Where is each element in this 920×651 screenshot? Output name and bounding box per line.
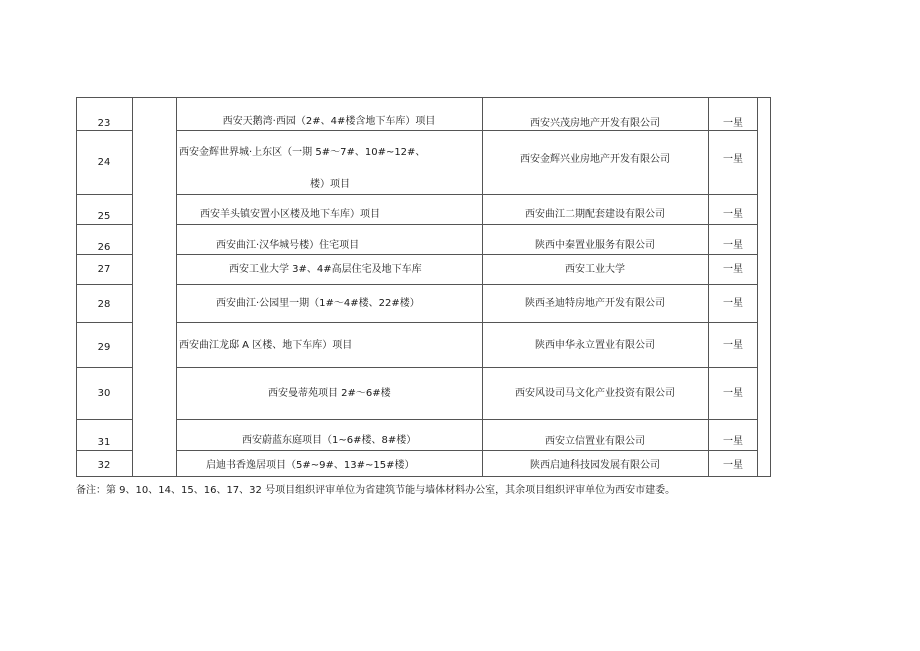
- table-row-line: [176, 367, 758, 368]
- table-row-line: [76, 130, 132, 131]
- footnote: 备注：第 9、10、14、15、16、17、32 号项目组织评审单位为省建筑节能与墙体材料办公室，其余项目组织评审单位为西安市建委。: [76, 485, 676, 496]
- rating-value: 一星: [723, 298, 743, 309]
- project-name-line2: 楼）项目: [310, 179, 350, 190]
- table-row-line: [176, 450, 758, 451]
- row-number: 26: [97, 242, 111, 253]
- row-number: 31: [97, 437, 111, 448]
- rating-value: 一星: [723, 154, 743, 165]
- table-border-right: [770, 97, 771, 477]
- row-number: 23: [97, 118, 111, 129]
- project-name: 西安曲江·汉华城号楼）住宅项目: [216, 240, 360, 251]
- table-row-line: [176, 322, 758, 323]
- row-number: 27: [97, 264, 111, 275]
- table-row-line: [76, 450, 132, 451]
- project-name: 西安曲江龙邸 A 区楼、地下车库）项目: [179, 340, 353, 351]
- project-name: 西安工业大学 3#、4#高层住宅及地下车库: [229, 264, 422, 275]
- rating-value: 一星: [723, 340, 743, 351]
- company-name: 陕西中秦置业服务有限公司: [535, 240, 655, 251]
- row-number: 30: [97, 388, 111, 399]
- table-row-line: [76, 224, 132, 225]
- project-name-line1: 西安金辉世界城·上东区（一期 5#～7#、10#~12#、: [179, 147, 426, 158]
- table-row-line: [76, 419, 132, 420]
- project-name: 西安蔚蓝东庭项目（1~6#楼、8#楼）: [242, 435, 417, 446]
- table-row-line: [176, 130, 758, 131]
- table-col-divider: [757, 97, 758, 477]
- rating-value: 一星: [723, 388, 743, 399]
- table-row-line: [76, 322, 132, 323]
- project-name: 启迪书香逸居项目（5#~9#、13#~15#楼）: [206, 460, 415, 471]
- table-row-line: [176, 194, 758, 195]
- company-name: 西安兴茂房地产开发有限公司: [530, 118, 660, 129]
- company-name: 陕西圣迪特房地产开发有限公司: [525, 298, 665, 309]
- rating-value: 一星: [723, 264, 743, 275]
- table-row-line: [176, 224, 758, 225]
- project-name: 西安曼蒂苑项目 2#～6#楼: [268, 388, 391, 399]
- row-number: 32: [97, 460, 111, 471]
- table-row-line: [76, 284, 132, 285]
- table-row-line: [76, 194, 132, 195]
- rating-table: [76, 97, 771, 477]
- company-name: 陕西启迪科技园发展有限公司: [530, 460, 660, 471]
- company-name: 陕西申华永立置业有限公司: [535, 340, 655, 351]
- table-row-line: [176, 419, 758, 420]
- row-number: 29: [97, 342, 111, 353]
- company-name: 西安曲江二期配套建设有限公司: [525, 209, 665, 220]
- row-number: 24: [97, 157, 111, 168]
- company-name: 西安金辉兴业房地产开发有限公司: [520, 154, 670, 165]
- company-name: 西安工业大学: [565, 264, 625, 275]
- project-name: 西安曲江·公园里一期（1#～4#楼、22#楼）: [216, 298, 420, 309]
- table-row-line: [176, 254, 758, 255]
- rating-value: 一星: [723, 118, 743, 129]
- table-row-line: [76, 367, 132, 368]
- table-row-line: [76, 97, 771, 98]
- project-name: 西安天鹅湾·西园（2#、4#楼含地下车库）项目: [222, 116, 436, 127]
- rating-value: 一星: [723, 460, 743, 471]
- table-row-line: [76, 254, 132, 255]
- rating-value: 一星: [723, 240, 743, 251]
- project-name: 西安羊头镇安置小区楼及地下车库）项目: [200, 209, 380, 220]
- table-col-divider: [132, 97, 133, 477]
- row-number: 28: [97, 299, 111, 310]
- table-col-divider: [176, 97, 177, 477]
- rating-value: 一星: [723, 209, 743, 220]
- table-row-line: [176, 284, 758, 285]
- row-number: 25: [97, 211, 111, 222]
- rating-value: 一星: [723, 436, 743, 447]
- table-border-left: [76, 97, 77, 477]
- company-name: 西安立信置业有限公司: [545, 436, 645, 447]
- table-row-line: [76, 476, 771, 477]
- company-name: 西安风设司马文化产业投资有限公司: [515, 388, 675, 399]
